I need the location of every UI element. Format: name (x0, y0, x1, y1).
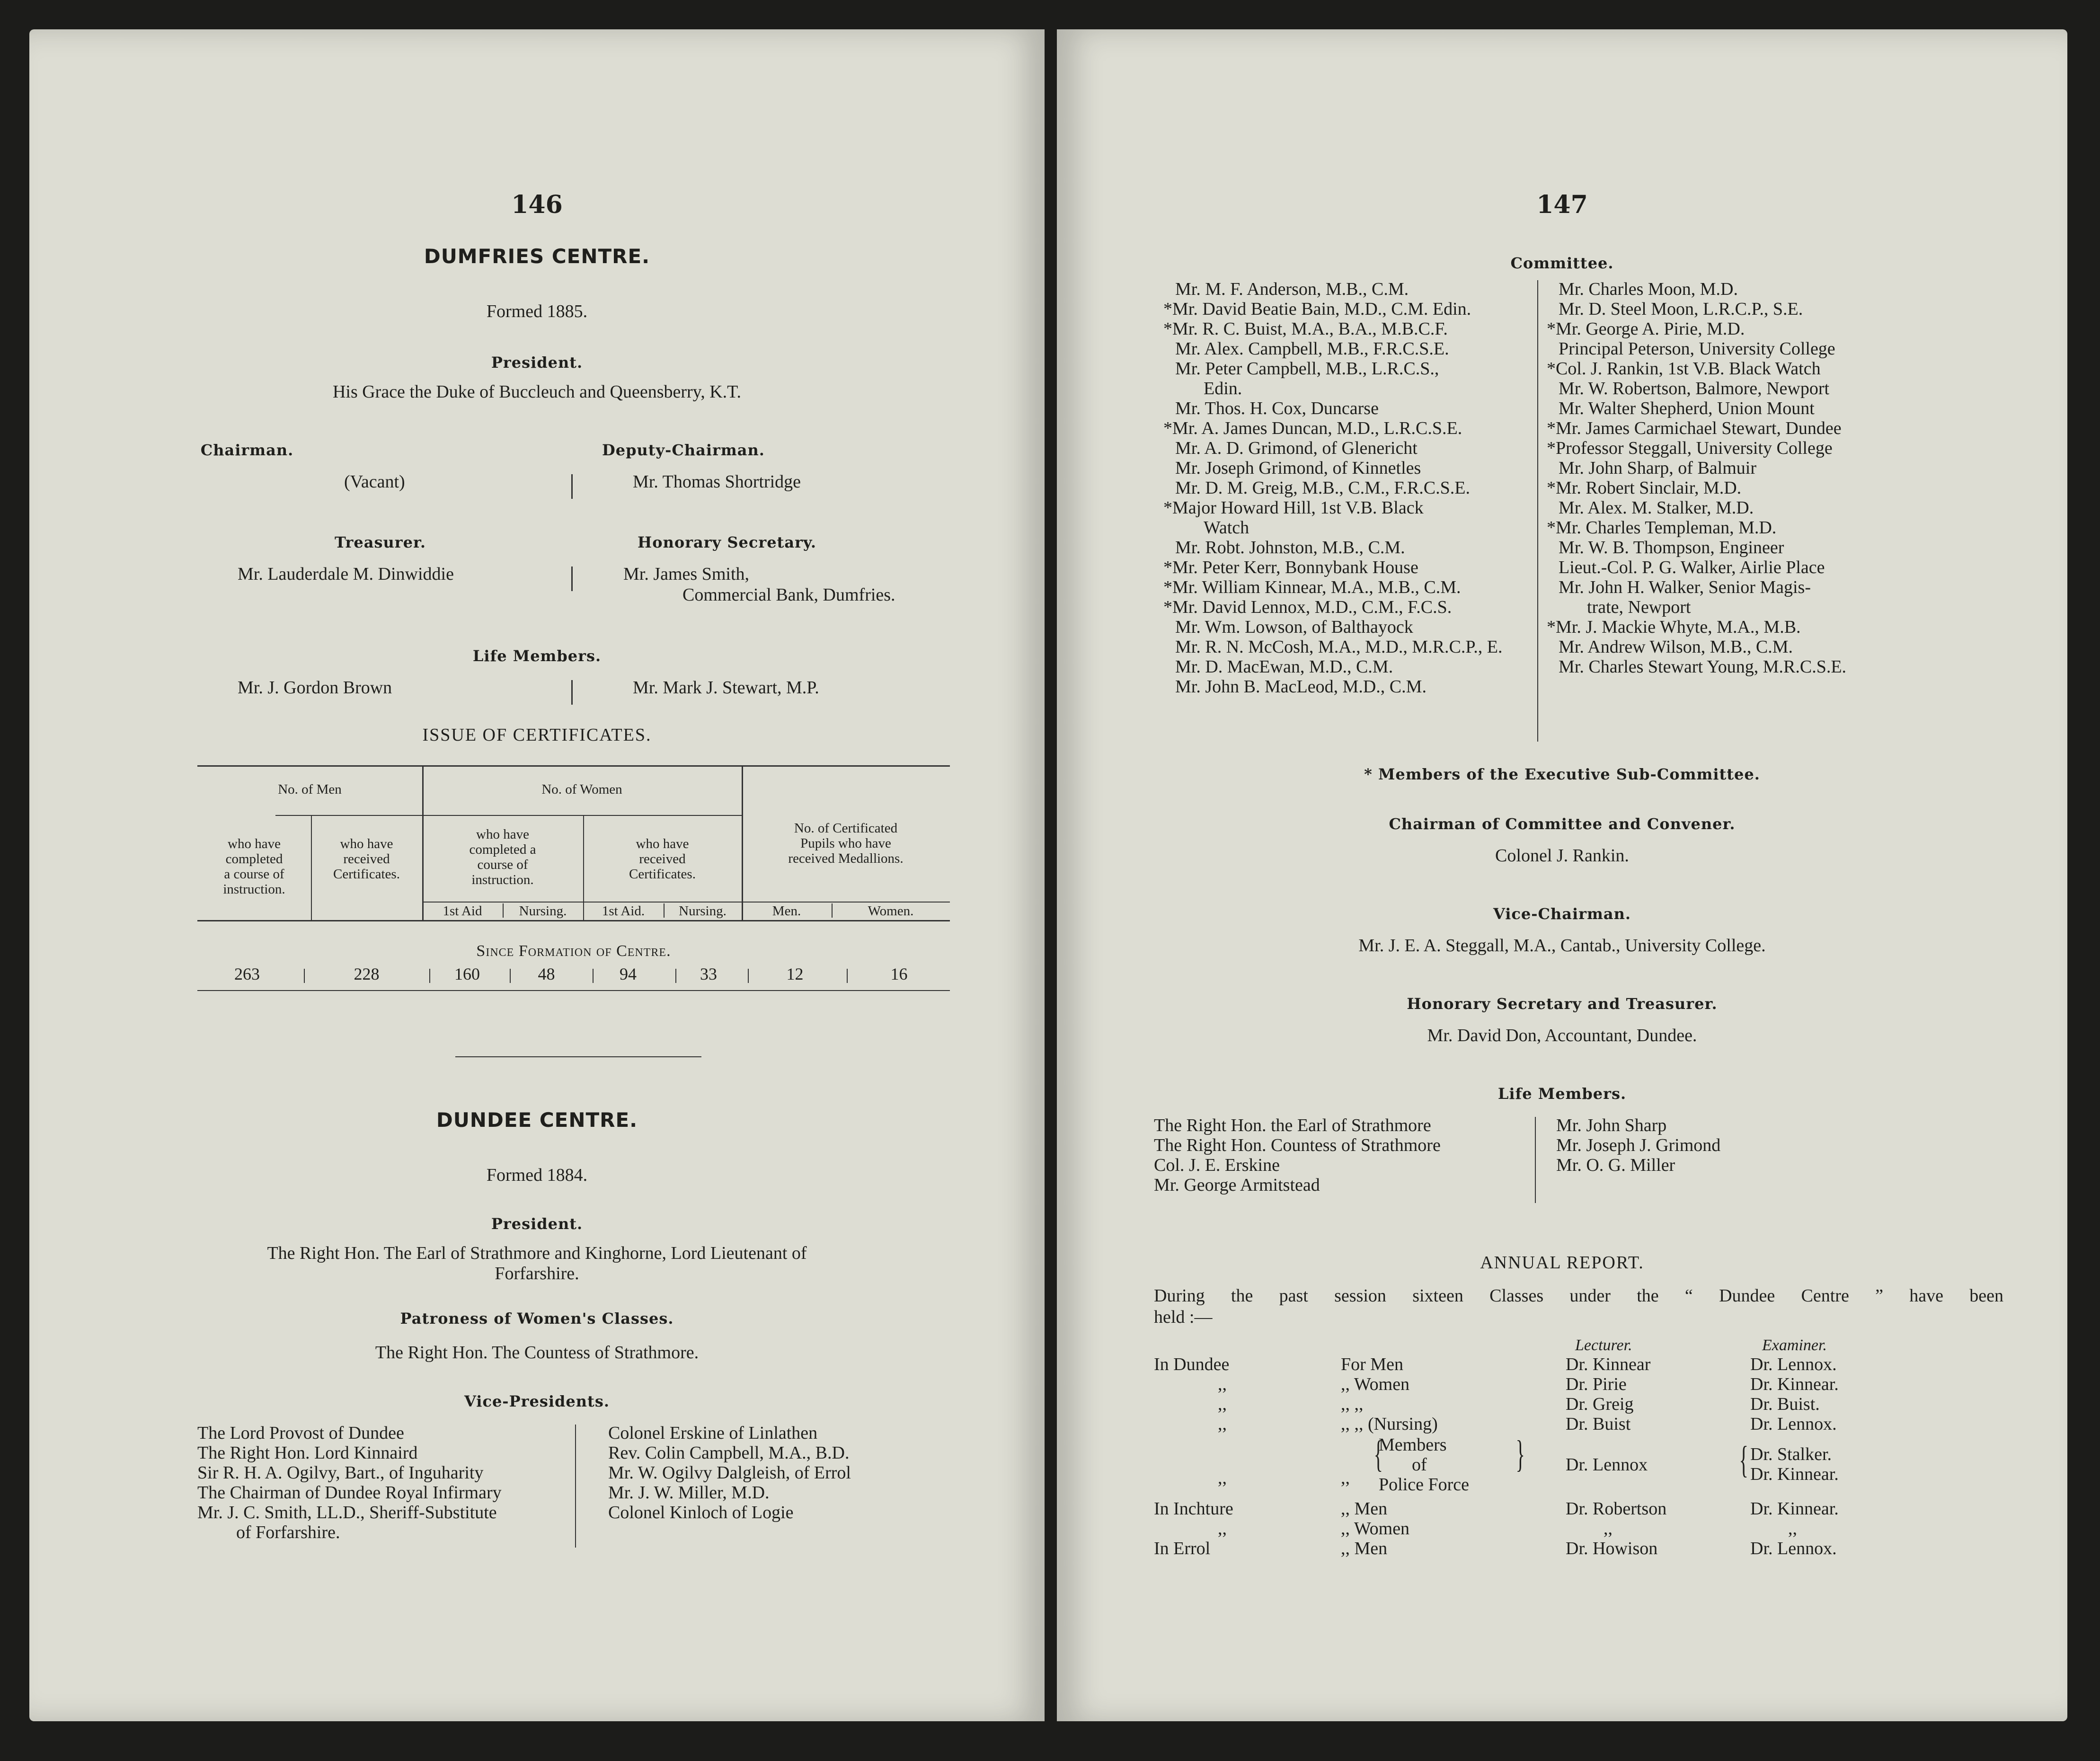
patroness-heading: Patroness of Women's Classes. (400, 1310, 674, 1327)
examiner-column-heading: Examiner. (1762, 1336, 1827, 1354)
class-lecturer: Dr. Pirie (1566, 1374, 1627, 1394)
list-item: *Mr. David Lennox, M.D., C.M., F.C.S. (1163, 597, 1452, 617)
list-item: *Mr. David Beatie Bain, M.D., C.M. Edin. (1163, 299, 1471, 319)
life-member-left: Mr. J. Gordon Brown (238, 678, 392, 698)
treasurer-name: Mr. Lauderdale M. Dinwiddie (238, 564, 454, 584)
class-examiner: Dr. Kinnear. (1750, 1374, 1839, 1394)
dundee-president-line2: Forfarshire. (495, 1264, 579, 1283)
list-item: Mr. Walter Shepherd, Union Mount (1559, 398, 1815, 418)
lecturer-column-heading: Lecturer. (1575, 1336, 1632, 1354)
class-lecturer: Dr. Buist (1566, 1414, 1631, 1434)
list-item: Mr. Alex. M. Stalker, M.D. (1559, 498, 1754, 518)
list-item: *Professor Steggall, University College (1547, 438, 1833, 458)
list-item: Mr. John B. MacLeod, M.D., C.M. (1175, 677, 1427, 697)
class-lecturer: Dr. Howison (1566, 1539, 1658, 1558)
list-item: Mr. D. Steel Moon, L.R.C.P., S.E. (1559, 299, 1803, 319)
dundee-title: DUNDEE CENTRE. (436, 1108, 638, 1132)
since-formation-label: Since Formation of Centre. (476, 942, 671, 960)
list-item: of Forfarshire. (236, 1522, 340, 1542)
issue-heading: ISSUE OF CERTIFICATES. (422, 725, 652, 745)
list-item: Mr. A. D. Grimond, of Glenericht (1175, 438, 1418, 458)
list-item: Mr. W. Ogilvy Dalgleish, of Errol (608, 1463, 851, 1483)
list-item: Mr. W. B. Thompson, Engineer (1559, 538, 1784, 558)
president-name: His Grace the Duke of Buccleuch and Queensberry, K.T. (332, 382, 742, 402)
list-item: *Mr. A. James Duncan, M.D., L.R.C.S.E. (1163, 418, 1462, 438)
class-place: ,, (1218, 1519, 1227, 1539)
class-place: ,, (1218, 1468, 1227, 1488)
list-item: Mr. D. MacEwan, M.D., C.M. (1175, 657, 1393, 677)
list-item: Mr. M. F. Anderson, M.B., C.M. (1175, 279, 1409, 299)
women-completed-header: who have completed a course of instruction. (469, 827, 536, 887)
list-item: Mr. Andrew Wilson, M.B., C.M. (1559, 637, 1793, 657)
list-item: *Mr. Robert Sinclair, M.D. (1547, 478, 1742, 498)
class-for: ,, Men (1341, 1539, 1388, 1558)
list-item: *Major Howard Hill, 1st V.B. Black (1163, 498, 1424, 518)
class-lecturer: Dr. Lennox (1566, 1455, 1648, 1475)
column-divider (575, 1425, 576, 1548)
list-item: Colonel Erskine of Linlathen (608, 1423, 818, 1443)
class-for: For Men (1341, 1354, 1403, 1374)
class-for: ,, Men (1341, 1499, 1388, 1519)
list-item: The Lord Provost of Dundee (197, 1423, 404, 1443)
men-received-header: who have received Certificates. (333, 836, 400, 882)
list-item: *Mr. William Kinnear, M.A., M.B., C.M. (1163, 577, 1461, 597)
dumfries-title: DUMFRIES CENTRE. (424, 245, 650, 268)
deputy-chairman-name: Mr. Thomas Shortridge (633, 472, 801, 492)
sub-label: Women. (868, 903, 914, 919)
list-item: The Chairman of Dundee Royal Infirmary (197, 1483, 502, 1503)
life-members-right (1556, 1115, 1720, 1175)
left-page (29, 29, 1045, 1721)
list-item: Mr. Peter Campbell, M.B., L.R.C.S., (1175, 359, 1439, 379)
class-examiner: Dr. Kinnear. (1750, 1464, 1839, 1484)
table-value: 48 (538, 965, 555, 983)
list-item: *Mr. James Carmichael Stewart, Dundee (1547, 418, 1842, 438)
patroness-name: The Right Hon. The Countess of Strathmore. (375, 1343, 699, 1363)
list-item: The Right Hon. Countess of Strathmore (1154, 1135, 1441, 1155)
class-place: ,, (1218, 1374, 1227, 1394)
medallions-header: No. of Certificated Pupils who have received Medallions. (788, 821, 904, 866)
class-place: In Inchture (1154, 1499, 1233, 1519)
list-item: Mr. O. G. Miller (1556, 1155, 1675, 1175)
dundee-president-line1: The Right Hon. The Earl of Strathmore and Kinghorne, Lord Lieutenant of (267, 1243, 807, 1263)
table-value: 228 (354, 965, 380, 983)
list-item: The Right Hon. Lord Kinnaird (197, 1443, 418, 1463)
list-item: The Right Hon. the Earl of Strathmore (1154, 1115, 1431, 1135)
left-brace: { (1373, 1434, 1383, 1475)
list-item: *Mr. J. Mackie Whyte, M.A., M.B. (1547, 617, 1801, 637)
dumfries-formed: Formed 1885. (486, 301, 588, 321)
class-examiner: Dr. Lennox. (1750, 1354, 1837, 1374)
treasurer-heading: Treasurer. (335, 533, 426, 551)
column-divider (571, 566, 573, 591)
list-item: *Col. J. Rankin, 1st V.B. Black Watch (1547, 359, 1821, 379)
list-item: Mr. Alex. Campbell, M.B., F.R.C.S.E. (1175, 339, 1449, 359)
sub-label: 1st Aid (443, 903, 482, 919)
table-value: 94 (620, 965, 637, 983)
hon-sec-treasurer-name: Mr. David Don, Accountant, Dundee. (1427, 1026, 1697, 1045)
list-item: Mr. John Sharp (1556, 1115, 1667, 1135)
right-brace: } (1515, 1434, 1525, 1475)
sub-label: Nursing. (679, 903, 727, 919)
list-item: *Mr. Charles Templeman, M.D. (1547, 518, 1777, 538)
class-for: Members (1379, 1435, 1447, 1455)
committee-list-left (1163, 279, 1503, 697)
class-for-of: of (1412, 1455, 1427, 1475)
sub-label: 1st Aid. (602, 903, 645, 919)
table-value: 12 (786, 965, 804, 983)
class-examiner: Dr. Buist. (1750, 1394, 1820, 1414)
list-item: Principal Peterson, University College (1559, 339, 1835, 359)
class-for: ,, ,, (1341, 1394, 1364, 1414)
annual-report-line2: held :— (1154, 1307, 1213, 1327)
list-item: Edin. (1204, 379, 1242, 398)
hon-sec-treasurer-heading: Honorary Secretary and Treasurer. (1407, 995, 1718, 1013)
column-divider (571, 680, 573, 705)
right-page (1057, 29, 2067, 1721)
table-value: 33 (700, 965, 717, 983)
annual-report-heading: ANNUAL REPORT. (1480, 1253, 1644, 1273)
list-item: Mr. John H. Walker, Senior Magis- (1559, 577, 1811, 597)
dundee-president-heading: President. (491, 1215, 583, 1233)
class-examiner: Dr. Lennox. (1750, 1414, 1837, 1434)
vice-presidents-left (197, 1423, 502, 1542)
vice-chairman-name: Mr. J. E. A. Steggall, M.A., Cantab., University College. (1358, 936, 1766, 956)
life-members-left (1154, 1115, 1441, 1195)
chairman-name: (Vacant) (344, 472, 405, 492)
vice-presidents-right (608, 1423, 851, 1522)
list-item: Rev. Colin Campbell, M.A., B.D. (608, 1443, 850, 1463)
list-item: Mr. J. W. Miller, M.D. (608, 1483, 770, 1503)
list-item: Mr. John Sharp, of Balmuir (1559, 458, 1756, 478)
committee-list-right (1547, 279, 1846, 677)
class-lecturer: Dr. Kinnear (1566, 1354, 1651, 1374)
list-item: Mr. R. N. McCosh, M.A., M.D., M.R.C.P., E. (1175, 637, 1503, 657)
class-examiner: ,, (1788, 1519, 1797, 1539)
class-for: Police Force (1379, 1475, 1470, 1495)
class-for: ,, ,, (Nursing) (1341, 1414, 1438, 1434)
class-place: ,, (1218, 1414, 1227, 1434)
life-members-heading: Life Members. (472, 647, 602, 665)
table-header-men: No. of Men (278, 782, 342, 797)
list-item: Sir R. H. A. Ogilvy, Bart., of Inguharity (197, 1463, 484, 1483)
chairman-committee-name: Colonel J. Rankin. (1495, 846, 1629, 866)
list-item: Mr. D. M. Greig, M.B., C.M., F.R.C.S.E. (1175, 478, 1470, 498)
column-divider (1535, 1117, 1536, 1203)
class-place: In Errol (1154, 1539, 1211, 1558)
sub-label: Men. (772, 903, 801, 919)
hon-secretary-line2: Commercial Bank, Dumfries. (682, 585, 895, 605)
class-for: ,, Women (1341, 1374, 1410, 1394)
chairman-heading: Chairman. (200, 441, 294, 459)
table-value: 16 (890, 965, 908, 983)
page-number: 146 (511, 190, 563, 219)
vice-presidents-heading: Vice-Presidents. (464, 1392, 610, 1410)
president-heading: President. (491, 354, 583, 372)
list-item: Mr. W. Robertson, Balmore, Newport (1559, 379, 1830, 398)
annual-report-line1: During the past session sixteen Classes under the “ Dundee Centre ” have been (1154, 1286, 2003, 1306)
chairman-committee-heading: Chairman of Committee and Convener. (1389, 815, 1736, 833)
class-lecturer: ,, (1604, 1519, 1613, 1539)
committee-heading: Committee. (1510, 254, 1614, 272)
men-completed-header: who have completed a course of instruction. (223, 836, 285, 897)
list-item: Mr. Wm. Lowson, of Balthayock (1175, 617, 1413, 637)
class-place: In Dundee (1154, 1354, 1230, 1374)
hon-secretary-heading: Honorary Secretary. (638, 533, 816, 551)
deputy-chairman-heading: Deputy-Chairman. (602, 441, 765, 459)
class-lecturer: Dr. Greig (1566, 1394, 1634, 1414)
list-item: *Mr. Peter Kerr, Bonnybank House (1163, 558, 1418, 577)
list-item: Mr. Charles Moon, M.D. (1559, 279, 1738, 299)
list-item: Mr. Joseph J. Grimond (1556, 1135, 1721, 1155)
women-received-header: who have received Certificates. (629, 836, 696, 882)
sub-label: Nursing. (519, 903, 567, 919)
list-item: Mr. Thos. H. Cox, Duncarse (1175, 398, 1379, 418)
column-divider (1537, 280, 1538, 742)
table-value: 263 (234, 965, 260, 983)
vice-chairman-heading: Vice-Chairman. (1493, 905, 1631, 923)
class-place: ,, (1218, 1394, 1227, 1414)
list-item: Mr. J. C. Smith, LL.D., Sheriff-Substitute (197, 1503, 497, 1522)
list-item: Col. J. E. Erskine (1154, 1155, 1280, 1175)
life-members-heading: Life Members. (1497, 1085, 1627, 1103)
life-member-right: Mr. Mark J. Stewart, M.P. (633, 678, 819, 698)
list-item: Colonel Kinloch of Logie (608, 1503, 794, 1522)
hon-secretary-line1: Mr. James Smith, (623, 564, 750, 584)
column-divider (571, 474, 573, 499)
list-item: Mr. George Armitstead (1154, 1175, 1320, 1195)
list-item: Watch (1204, 518, 1249, 538)
section-rule (455, 1056, 701, 1057)
page-number: 147 (1536, 190, 1588, 219)
list-item: *Mr. R. C. Buist, M.A., B.A., M.B.C.F. (1163, 319, 1448, 339)
dundee-formed: Formed 1884. (486, 1165, 588, 1185)
class-examiner: Dr. Kinnear. (1750, 1499, 1839, 1519)
list-item: Mr. Joseph Grimond, of Kinnetles (1175, 458, 1421, 478)
table-value: 160 (454, 965, 480, 983)
list-item: trate, Newport (1587, 597, 1691, 617)
class-lecturer: Dr. Robertson (1566, 1499, 1667, 1519)
class-for: ,, Women (1341, 1519, 1410, 1539)
list-item: Mr. Robt. Johnston, M.B., C.M. (1175, 538, 1405, 558)
list-item: Mr. Charles Stewart Young, M.R.C.S.E. (1559, 657, 1847, 677)
left-brace: { (1739, 1439, 1748, 1481)
list-item: *Mr. George A. Pirie, M.D. (1547, 319, 1745, 339)
exec-note: * Members of the Executive Sub-Committee. (1364, 765, 1760, 783)
class-examiner: Dr. Stalker. (1750, 1444, 1832, 1464)
table-header-women: No. of Women (541, 782, 622, 797)
class-examiner: Dr. Lennox. (1750, 1539, 1837, 1558)
class-for: ,, (1341, 1468, 1350, 1488)
list-item: Lieut.-Col. P. G. Walker, Airlie Place (1559, 558, 1825, 577)
